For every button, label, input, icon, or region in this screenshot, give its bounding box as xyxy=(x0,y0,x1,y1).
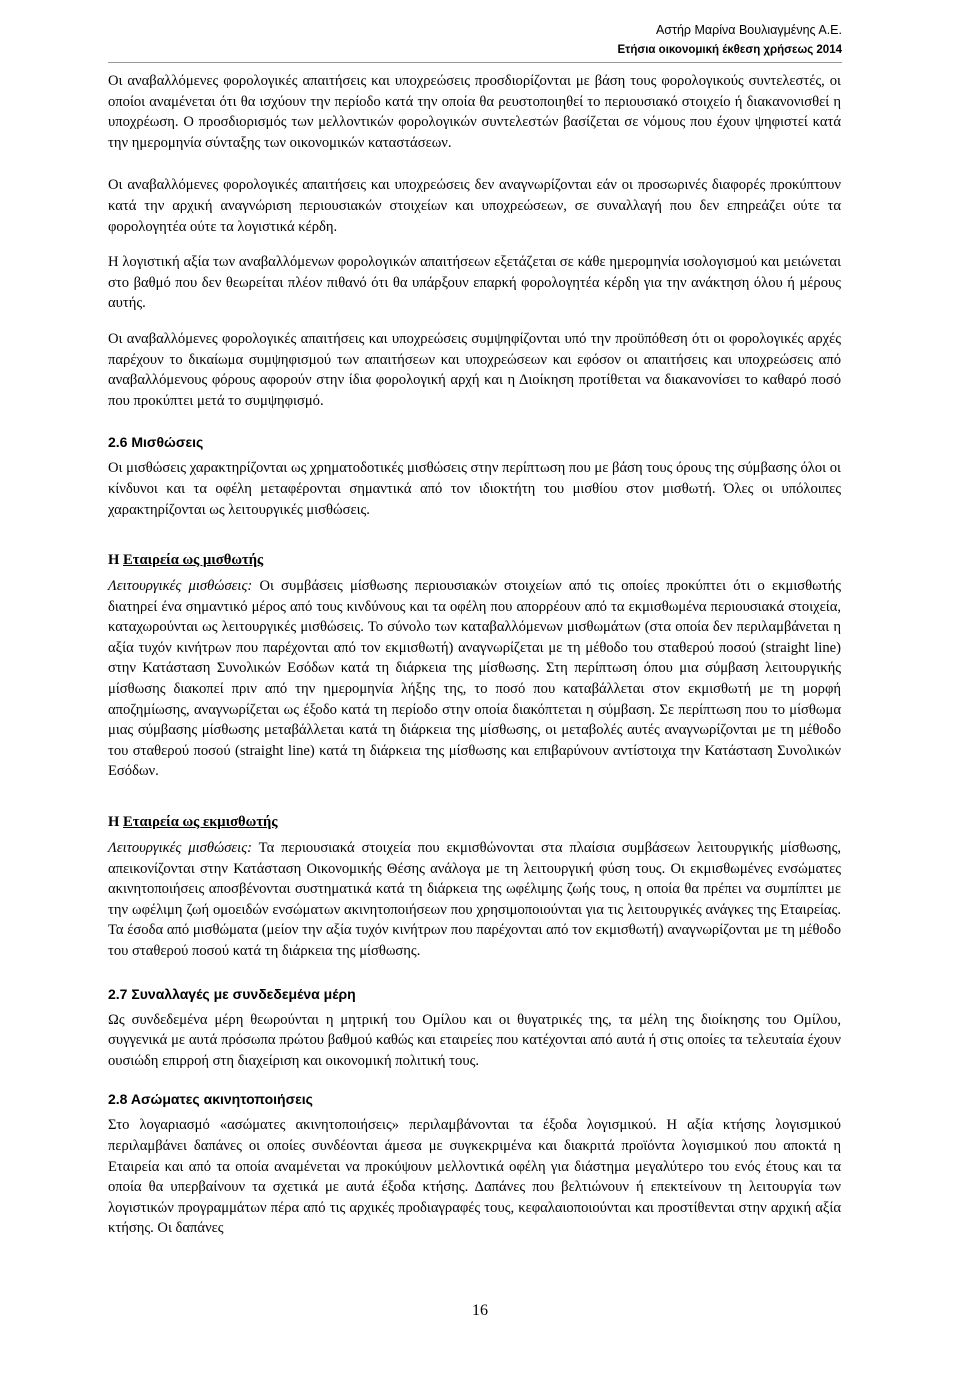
section-number: 2.7 xyxy=(108,985,128,1002)
section-number: 2.6 xyxy=(108,434,128,451)
paragraph-lessee-operating-leases xyxy=(108,576,841,782)
company-name: Αστήρ Μαρίνα Βουλιαγμένης Α.Ε. xyxy=(655,23,842,37)
subheading-lessor-title: Εταιρεία ως εκμισθωτής xyxy=(123,814,278,831)
operating-leases-label: Λειτουργικές μισθώσεις: xyxy=(108,578,253,595)
paragraph-deferred-tax-offset: Οι αναβαλλόμενες φορολογικές απαιτήσεις και υποχρεώσεις συμψηφίζονται υπό την προϋπόθεση ότι οι φορολογικές αρχές παρέχουν το δικαίωμα συμψηφισμού των απαιτήσεων και υποχρεώσεων και εφόσον οι απαιτήσεις και υποχρεώσεις από αναβαλλόμενους φόρους αφορούν στην ίδια φορολογική αρχή και η Διοίκηση προτίθεται να διακανονίσει το καθαρό ποσό που προκύπτει μετά το συμψηφισμό. xyxy=(108,330,841,409)
paragraph-deferred-tax-rates: Οι αναβαλλόμενες φορολογικές απαιτήσεις και υποχρεώσεις προσδιορίζονται με βάση τους φορολογικούς συντελεστές, οι οποίοι αναμένεται ότι θα ισχύουν την περίοδο κατά την οποία θα ρευστοποιηθεί το περιουσιακό στοιχείο ή διακανονισθεί η υποχρέωση. Ο προσδιορισμός των μελλοντικών φορολογικών συντελεστών βασίζεται σε νόμους που έχουν ψηφιστεί κατά την ημερομηνία σύνταξης των οικονομικών καταστάσεων. xyxy=(108,73,841,151)
subheading-prefix: Η xyxy=(108,814,123,831)
subheading-lessor xyxy=(108,812,841,832)
section-title: Συναλλαγές με συνδεδεμένα μέρη xyxy=(131,985,356,1002)
paragraph-leases-intro: Οι μισθώσεις χαρακτηρίζονται ως χρηματοδοτικές μισθώσεις στην περίπτωση που με βάση τους όρους της σύμβασης όλοι οι κίνδυνοι και τα οφέλη μεταφέρονται σημαντικά από τον ιδιοκτήτη του μισθίου στον μισθωτή. Όλες οι υπόλοιπες χαρακτηρίζονται ως λειτουργικές μισθώσεις. xyxy=(108,460,841,518)
section-number: 2.8 xyxy=(108,1091,128,1108)
subheading-prefix: Η xyxy=(108,552,123,569)
lessee-operating-leases-text: Οι συμβάσεις μίσθωσης περιουσιακών στοιχείων από τις οποίες προκύπτει ότι ο εκμισθωτής διατηρεί ένα σημαντικό μέρος από τους κινδύνους και τα οφέλη που απορρέουν από τα εκμισθωμένα περιουσιακά στοιχεία, καταχωρούνται ως λειτουργικές μισθώσεις. Το σύνολο των καταβαλλόμενων μισθωμάτων (στα οποία δεν περιλαμβάνεται η αξία τυχόν κινήτρων που παρέχονται από τον εκμισθωτή) αναγνωρίζεται με τη μέθοδο του σταθερού ποσού (straight line) στην Κατάσταση Συνολικών Εσόδων κατά τη διάρκεια της μίσθωσης. Στη περίπτωση όπου μια σύμβαση λειτουργικής μίσθωσης διακοπεί πριν από την ημερομηνία λήξης της, το ποσό που καταβάλλεται στον εκμισθωτή με τη μορφή αποζημίωσης, αναγνωρίζεται ως έξοδο κατά τη περίοδο στην οποία διακόπτεται η σύμβαση. Σε περίπτωση που το μίσθωμα μιας σύμβασης μίσθωσης μεταβάλλεται κατά τη διάρκεια της μίσθωσης, οι μεταβολές αυτές αναγνωρίζονται με τη μέθοδο του σταθερού ποσού (straight line) κατά τη διάρκεια της μίσθωσης και επιβαρύνουν αντίστοιχα την Κατάσταση Συνολικών Εσόδων. xyxy=(108,578,842,780)
paragraph-deferred-tax-recognition: Οι αναβαλλόμενες φορολογικές απαιτήσεις και υποχρεώσεις δεν αναγνωρίζονται εάν οι προσωρινές διαφορές προκύπτουν κατά την αρχική αναγνώριση περιουσιακών στοιχείων και υποχρεώσεων, σε συναλλαγή που δεν επηρεάζει ούτε τα φορολογητέα ούτε τα λογιστικά κέρδη. xyxy=(108,177,841,235)
document-body xyxy=(108,71,841,1239)
subheading-lessee xyxy=(108,550,841,570)
page-number: 16 xyxy=(472,1302,488,1319)
paragraph-deferred-tax-carrying-value: Η λογιστική αξία των αναβαλλόμενων φορολογικών απαιτήσεων εξετάζεται σε κάθε ημερομηνία ισολογισμού και μειώνεται στο βαθμό που δεν θεωρείται πλέον πιθανό ότι θα υπάρξουν επαρκή φορολογητέα κέρδη για την ανάκτηση όλου ή μέρους αυτής. xyxy=(108,254,841,312)
subheading-lessee-title: Εταιρεία ως μισθωτής xyxy=(123,552,264,569)
page-header xyxy=(618,20,842,60)
section-title: Ασώματες ακινητοποιήσεις xyxy=(130,1091,313,1108)
lessor-operating-leases-text: Τα περιουσιακά στοιχεία που εκμισθώνονται στα πλαίσια συμβάσεων λειτουργικής μίσθωσης, απεικονίζονται στην Κατάσταση Οικονομικής Θέσης ανάλογα με τη λειτουργική φύση τους. Οι εκμισθωμένες ενσώματες ακινητοποιήσεις αποσβένονται συστηματικά κατά τη διάρκεια της ωφέλιμης ζωής τους, η οποία θα πρέπει να συμπίπτει με την ωφέλιμη ζωή ομοειδών ενσώματων ακινητοποιήσεων που χρησιμοποιούνται για τις λειτουργικές ανάγκες της Εταιρείας. Τα έσοδα από μισθώματα (μείον την αξία τυχόν κινήτρων που παρέχονται από τον εκμισθωτή) αναγνωρίζονται με τη μέθοδο του σταθερού ποσού κατά τη διάρκεια της μίσθωσης. xyxy=(108,840,841,959)
section-heading-leases xyxy=(108,432,841,452)
section-title: Μισθώσεις xyxy=(131,434,204,451)
operating-leases-label: Λειτουργικές μισθώσεις: xyxy=(108,840,252,857)
paragraph-lessor-operating-leases xyxy=(108,838,841,962)
section-heading-intangible-assets xyxy=(108,1089,841,1109)
header-divider xyxy=(108,62,842,63)
section-heading-related-parties xyxy=(108,984,841,1004)
paragraph-intangible-assets: Στο λογαριασμό «ασώματες ακινητοποιήσεις» περιλαμβάνονται τα έξοδα λογισμικού. Η αξία κτήσης λογισμικού περιλαμβάνει δαπάνες οι οποίες συνδέονται άμεσα με συγκεκριμένα και διακριτά προϊόντα λογισμικού που αποκτά η Εταιρεία και από τα οποία αναμένεται να προκύψουν μελλοντικά οφέλη για διάστημα μεγαλύτερο του ενός έτους και τα οποία θα υπερβαίνουν τα σχετικά με αυτά έξοδα κτήσης. Δαπάνες που βελτιώνουν ή επεκτείνουν τη λειτουργία των λογιστικών προγραμμάτων πέρα από τις αρχικές προδιαγραφές τους, κεφαλαιοποιούνται και προστίθενται στην αρχική αξία κτήσης. Οι δαπάνες xyxy=(108,1117,841,1237)
paragraph-related-parties: Ως συνδεδεμένα μέρη θεωρούνται η μητρική του Ομίλου και οι θυγατρικές της, τα μέλη της διοίκησης του Ομίλου, συγγενικά με αυτά πρόσωπα πρώτου βαθμού καθώς και εταιρείες που κατέχονται από αυτά ή στις οποίες τα τελευταία έχουν ουσιώδη επιρροή στη διαχείριση και οικονομική πολιτική τους. xyxy=(108,1011,841,1069)
report-title: Ετήσια οικονομική έκθεση χρήσεως 2014 xyxy=(617,44,842,56)
